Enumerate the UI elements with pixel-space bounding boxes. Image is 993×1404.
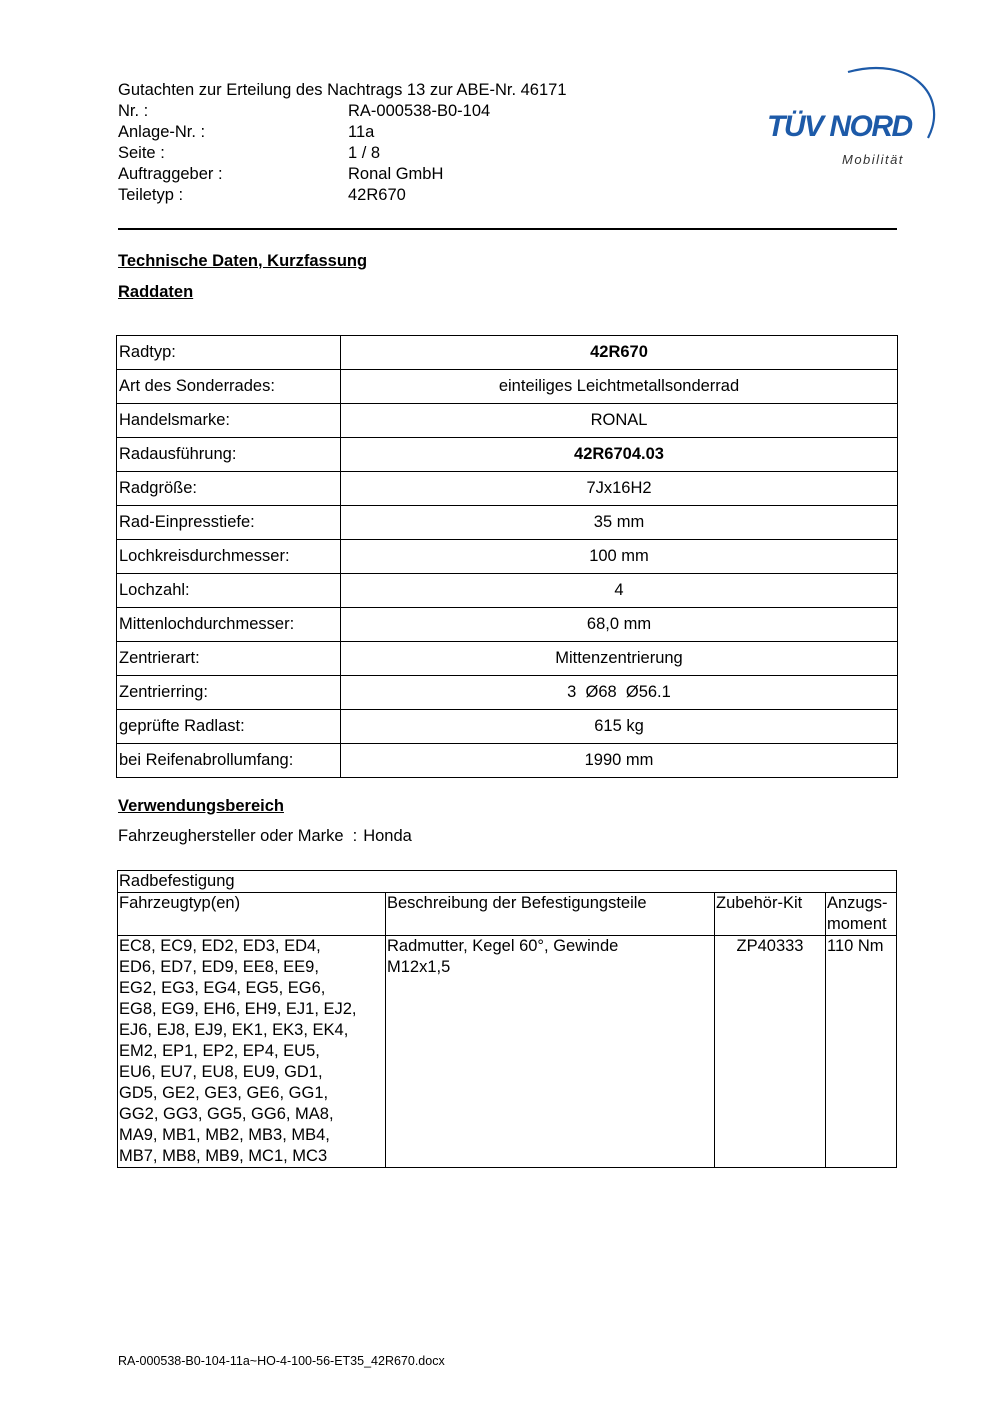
spec-key: Lochzahl: <box>117 574 341 608</box>
spec-value: 1990 mm <box>341 744 898 778</box>
description-line: Radmutter, Kegel 60°, Gewinde <box>387 937 619 955</box>
vehicle-types-line: EG2, EG3, EG4, EG5, EG6, <box>119 979 326 997</box>
table-row <box>117 506 898 540</box>
spec-key: Radausführung: <box>117 438 341 472</box>
header-label: Nr. : <box>118 102 149 120</box>
logo-subtitle: Mobilität <box>842 152 904 167</box>
logo-wordmark: TÜV NORD <box>767 110 912 143</box>
vehicle-maker-line <box>118 827 412 846</box>
spec-key: Rad-Einpresstiefe: <box>117 506 341 540</box>
kit-cell: ZP40333 <box>715 936 826 1168</box>
mounting-table <box>117 870 897 1168</box>
header-kit: Zubehör-Kit <box>715 893 826 936</box>
table-row <box>117 336 898 370</box>
wheel-spec-table <box>116 335 898 778</box>
header-row-teiletyp <box>118 185 567 206</box>
header-value: RA-000538-B0-104 <box>348 102 491 120</box>
spec-key: Radgröße: <box>117 472 341 506</box>
spec-value: RONAL <box>341 404 898 438</box>
table-header-row <box>118 893 897 936</box>
header-row-anlage <box>118 122 567 143</box>
table-row <box>117 370 898 404</box>
header-torque <box>826 893 897 936</box>
table-row <box>117 744 898 778</box>
header-torque-line1: Anzugs- <box>827 894 888 912</box>
footer-filename: RA-000538-B0-104-11a~HO-4-100-56-ET35_42R670.docx <box>118 1354 445 1368</box>
spec-value: 7Jx16H2 <box>341 472 898 506</box>
table-row <box>117 642 898 676</box>
document-header <box>118 80 567 206</box>
spec-key: Handelsmarke: <box>117 404 341 438</box>
table-row <box>117 472 898 506</box>
vehicle-types-line: ED6, ED7, ED9, EE8, EE9, <box>119 958 319 976</box>
header-label: Anlage-Nr. : <box>118 123 206 141</box>
description-line: M12x1,5 <box>387 958 451 976</box>
spec-value: 4 <box>341 574 898 608</box>
header-divider <box>118 228 897 230</box>
header-label: Seite : <box>118 144 165 162</box>
spec-value: 42R670 <box>341 336 898 370</box>
raddaten-title: Raddaten <box>118 283 194 301</box>
vehicle-types-line: EG8, EG9, EH6, EH9, EJ1, EJ2, <box>119 1000 357 1018</box>
header-value: 42R670 <box>348 186 406 204</box>
header-row-auftraggeber <box>118 164 567 185</box>
header-vehicle-types: Fahrzeugtyp(en) <box>118 893 386 936</box>
spec-value: 100 mm <box>341 540 898 574</box>
spec-value: 42R6704.03 <box>341 438 898 472</box>
table-row <box>117 574 898 608</box>
spec-value: Mittenzentrierung <box>341 642 898 676</box>
vehicle-types-line: EC8, EC9, ED2, ED3, ED4, <box>119 937 321 955</box>
spec-key: Mittenlochdurchmesser: <box>117 608 341 642</box>
spec-key: bei Reifenabrollumfang: <box>117 744 341 778</box>
maker-label: Fahrzeughersteller oder Marke <box>118 827 344 845</box>
table-row <box>117 404 898 438</box>
spec-key: Art des Sonderrades: <box>117 370 341 404</box>
header-row-seite <box>118 143 567 164</box>
header-value: 1 / 8 <box>348 144 381 162</box>
table-row <box>117 540 898 574</box>
header-torque-line2: moment <box>827 915 887 933</box>
section-title: Technische Daten, Kurzfassung <box>118 252 368 270</box>
header-label: Auftraggeber : <box>118 165 223 183</box>
header-label: Teiletyp : <box>118 186 184 204</box>
table-row <box>118 936 897 1168</box>
maker-separator: : <box>352 827 358 845</box>
spec-key: geprüfte Radlast: <box>117 710 341 744</box>
spec-key: Radtyp: <box>117 336 341 370</box>
table-row <box>117 710 898 744</box>
vehicle-types-line: MA9, MB1, MB2, MB3, MB4, <box>119 1126 330 1144</box>
description-cell <box>386 936 715 1168</box>
vehicle-types-line: MB7, MB8, MB9, MC1, MC3 <box>119 1147 328 1165</box>
torque-cell: 110 Nm <box>826 936 897 1168</box>
spec-value: 35 mm <box>341 506 898 540</box>
vehicle-types-line: GD5, GE2, GE3, GE6, GG1, <box>119 1084 329 1102</box>
table-row <box>117 676 898 710</box>
vehicle-types-line: EU6, EU7, EU8, EU9, GD1, <box>119 1063 323 1081</box>
table-row <box>117 438 898 472</box>
report-title: Gutachten zur Erteilung des Nachtrags 13 zur ABE-Nr. 46171 <box>118 81 567 99</box>
spec-value: 615 kg <box>341 710 898 744</box>
header-description: Beschreibung der Befestigungsteile <box>386 893 715 936</box>
vehicle-types-line: GG2, GG3, GG5, GG6, MA8, <box>119 1105 334 1123</box>
header-row-nr <box>118 101 567 122</box>
header-value: 11a <box>348 123 375 141</box>
vehicle-types-line: EJ6, EJ8, EJ9, EK1, EK3, EK4, <box>119 1021 349 1039</box>
spec-key: Zentrierring: <box>117 676 341 710</box>
maker-value: Honda <box>363 827 412 845</box>
spec-value: einteiliges Leichtmetallsonderrad <box>341 370 898 404</box>
header-value: Ronal GmbH <box>348 165 444 183</box>
table-caption-row <box>118 871 897 893</box>
spec-value: 3 Ø68 Ø56.1 <box>341 676 898 710</box>
table-row <box>117 608 898 642</box>
vehicle-types-line: EM2, EP1, EP2, EP4, EU5, <box>119 1042 320 1060</box>
usage-title: Verwendungsbereich <box>118 797 284 815</box>
spec-key: Zentrierart: <box>117 642 341 676</box>
tuev-nord-logo <box>760 60 945 175</box>
mounting-caption: Radbefestigung <box>118 871 897 893</box>
vehicle-types-cell <box>118 936 386 1168</box>
spec-key: Lochkreisdurchmesser: <box>117 540 341 574</box>
spec-value: 68,0 mm <box>341 608 898 642</box>
